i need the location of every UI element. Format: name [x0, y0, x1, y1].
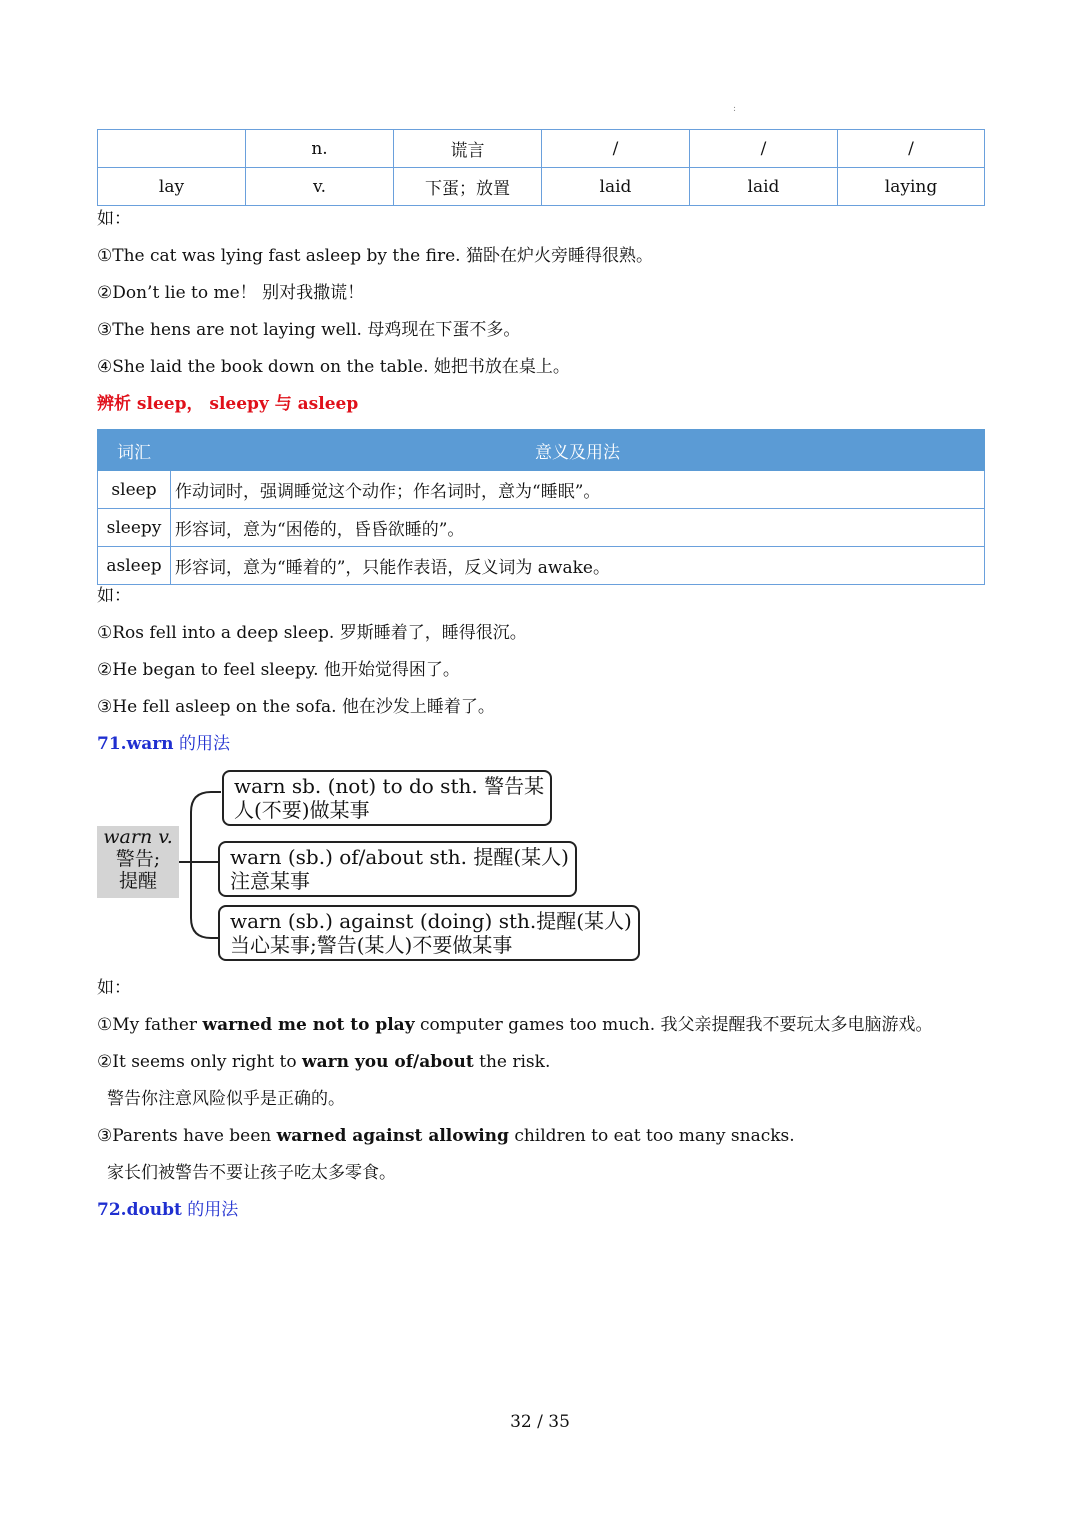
table-cell: laid — [542, 168, 690, 206]
example-intro: 如： — [97, 586, 131, 606]
example-intro: 如： — [97, 209, 131, 229]
table-cell: laying — [838, 168, 985, 206]
example-highlight: warned against allowing — [276, 1126, 509, 1146]
example-line — [97, 1014, 933, 1036]
table-cell: laid — [690, 168, 838, 206]
diagram-branch-node — [218, 905, 640, 961]
table-row — [98, 509, 985, 547]
section-heading-bianxi: 辨析 sleep， sleepy 与 asleep — [97, 394, 359, 414]
root-label: 提醒 — [118, 870, 157, 892]
branch-label: 注意某事 — [230, 869, 310, 893]
example-text: ①My father — [97, 1015, 203, 1035]
column-header: 词汇 — [98, 430, 171, 471]
example-text: ②It seems only right to — [97, 1052, 303, 1072]
example-line: ③The hens are not laying well. 母鸡现在下蛋不多。 — [97, 320, 521, 340]
section-heading-71 — [97, 733, 230, 755]
example-line: ①The cat was lying fast asleep by the fire. 猫卧在炉火旁睡得很熟。 — [97, 246, 653, 266]
branch-label: warn sb. (not) to do sth. 警告某 — [234, 774, 545, 798]
table-cell: / — [542, 130, 690, 168]
example-intro: 如： — [97, 978, 131, 998]
example-text: ③Parents have been — [97, 1126, 277, 1146]
table-header-row — [98, 430, 985, 471]
table-cell: / — [690, 130, 838, 168]
heading-text: 的用法 — [173, 734, 230, 754]
diagram-root-node — [97, 826, 179, 898]
example-line: ②He began to feel sleepy. 他开始觉得困了。 — [97, 660, 460, 680]
table-row — [98, 471, 985, 509]
diagram-branch-node — [222, 770, 552, 826]
example-line: ④She laid the book down on the table. 她把书放在桌上。 — [97, 357, 570, 377]
example-line — [97, 1125, 795, 1147]
table-cell: lay — [98, 168, 246, 206]
example-text: the risk. — [473, 1052, 551, 1072]
table-cell: 下蛋；放置 — [394, 168, 542, 206]
example-highlight: warn you of/about — [302, 1052, 474, 1072]
table-row — [98, 547, 985, 585]
example-highlight: warned me not to play — [202, 1015, 415, 1035]
table-cell: 形容词，意为“困倦的，昏昏欲睡的”。 — [171, 509, 985, 547]
vocab-comparison-table — [97, 429, 985, 585]
branch-label: warn (sb.) of/about sth. 提醒(某人) — [230, 845, 569, 869]
table-cell: 作动词时，强调睡觉这个动作；作名词时，意为“睡眠”。 — [171, 471, 985, 509]
table-row — [98, 130, 985, 168]
heading-text: 的用法 — [181, 1200, 239, 1220]
warn-usage-diagram — [97, 770, 632, 965]
example-line — [97, 1051, 550, 1073]
table-cell: sleep — [98, 471, 171, 509]
example-text: children to eat too many snacks. — [508, 1126, 795, 1146]
table-cell — [98, 130, 246, 168]
table-cell: 形容词，意为“睡着的”，只能作表语，反义词为 awake。 — [171, 547, 985, 585]
branch-label: 当心某事;警告(某人)不要做某事 — [230, 933, 513, 957]
example-line: ②Don’t lie to me！ 别对我撒谎！ — [97, 283, 365, 303]
table-cell: / — [838, 130, 985, 168]
page-number: 32 / 35 — [510, 1412, 570, 1432]
example-translation: 家长们被警告不要让孩子吃太多零食。 — [107, 1163, 396, 1183]
table-cell: n. — [246, 130, 394, 168]
branch-label: warn (sb.) against (doing) sth.提醒(某人) — [230, 909, 632, 933]
column-header: 意义及用法 — [171, 430, 985, 471]
branch-label: 人(不要)做某事 — [234, 798, 370, 822]
example-line: ①Ros fell into a deep sleep. 罗斯睡着了，睡得很沉。 — [97, 623, 527, 643]
top-marker: : — [733, 104, 737, 114]
root-label: 警告; — [115, 848, 161, 870]
example-text: computer games too much. 我父亲提醒我不要玩太多电脑游戏。 — [414, 1015, 933, 1035]
example-line: ③He fell asleep on the sofa. 他在沙发上睡着了。 — [97, 697, 495, 717]
table-cell: sleepy — [98, 509, 171, 547]
table-cell: 谎言 — [394, 130, 542, 168]
word-form-table — [97, 129, 985, 206]
example-translation: 警告你注意风险似乎是正确的。 — [107, 1089, 345, 1109]
table-cell: v. — [246, 168, 394, 206]
diagram-branch-node — [218, 841, 577, 897]
table-cell: asleep — [98, 547, 171, 585]
section-heading-72 — [97, 1199, 238, 1221]
heading-number: 72.doubt — [97, 1200, 182, 1220]
root-label: warn v. — [103, 826, 173, 848]
table-row — [98, 168, 985, 206]
heading-number: 71.warn — [97, 734, 174, 754]
